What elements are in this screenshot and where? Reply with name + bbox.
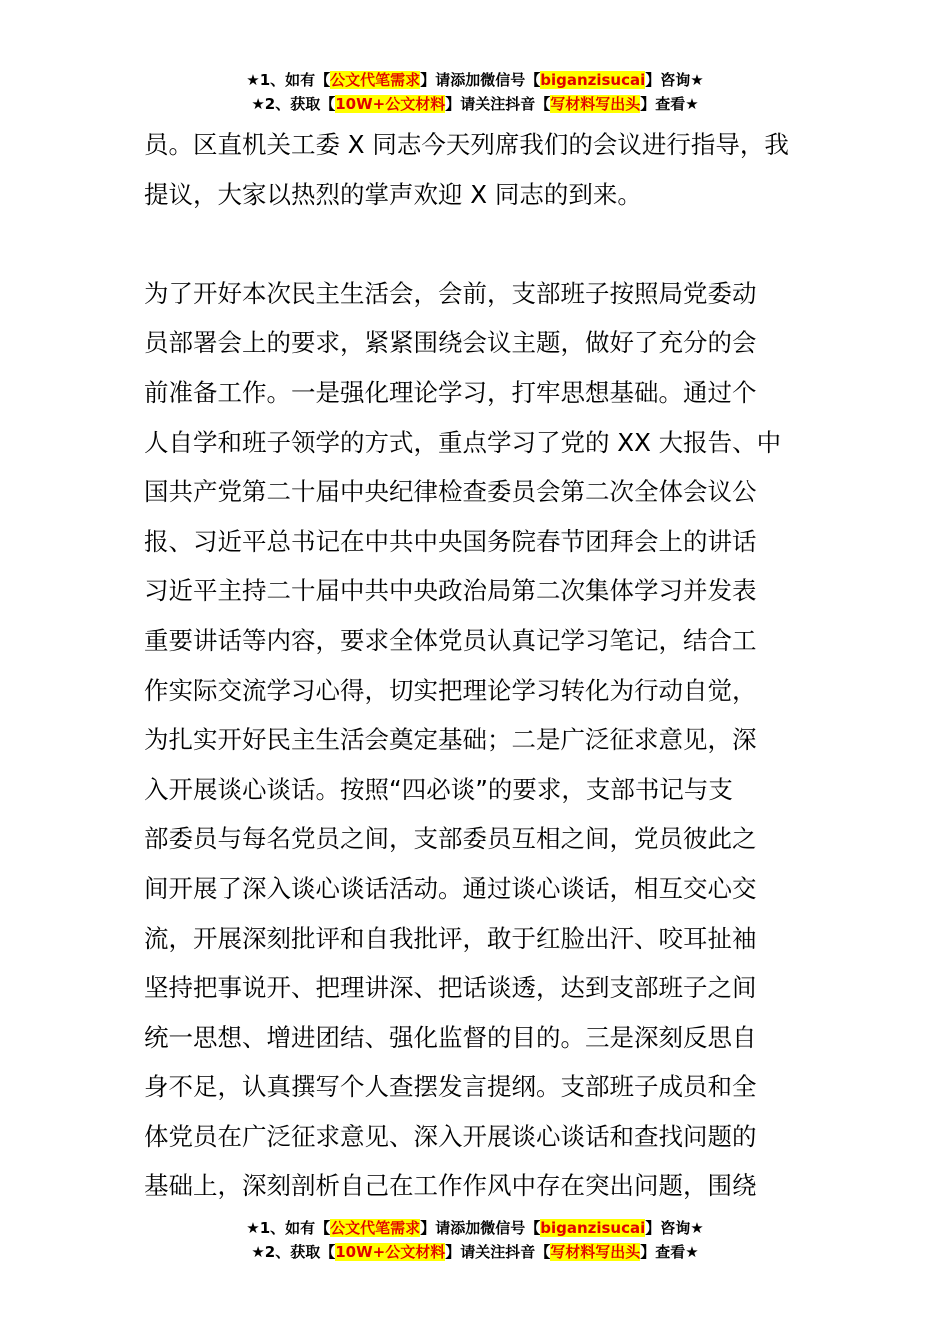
banner-text: 】请关注抖音【 (445, 1243, 551, 1261)
text-line: 为扎实开好民主生活会奠定基础；二是广泛征求意见，深 (144, 725, 757, 755)
text-line: 习近平主持二十届中共中央政治局第二次集体学习并发表 (144, 576, 757, 606)
banner-text: 】请添加微信号【 (420, 71, 541, 89)
highlight-wechat-id: biganzisucai (540, 1219, 646, 1237)
text-line: 坚持把事说开、把理讲深、把话谈透，达到支部班子之间 (144, 973, 757, 1003)
document-body (144, 120, 809, 1211)
text-line: 体党员在广泛征求意见、深入开展谈心谈话和查找问题的 (144, 1121, 757, 1151)
text-line: 提议，大家以热烈的掌声欢迎 X 同志的到来。 (144, 179, 642, 209)
footer-banner (0, 1217, 950, 1265)
text-line: 入开展谈心谈话。按照“四必谈”的要求，支部书记与支 (144, 774, 733, 804)
highlight-materials: 10W+公文材料 (335, 1243, 446, 1261)
highlight-douyin-account: 写材料写出头 (550, 95, 641, 113)
header-banner (0, 69, 950, 117)
banner-line-1 (0, 1217, 950, 1241)
text-line: 部委员与每名党员之间，支部委员互相之间，党员彼此之 (144, 824, 757, 854)
banner-text: ★2、获取【 (251, 1243, 336, 1261)
text-line: 统一思想、增进团结、强化监督的目的。三是深刻反思自 (144, 1022, 757, 1052)
banner-text: 】咨询★ (645, 71, 704, 89)
banner-text: ★1、如有【 (246, 1219, 331, 1237)
text-line: 报、习近平总书记在中共中央国务院春节团拜会上的讲话 (144, 526, 757, 556)
banner-text: 】查看★ (640, 95, 699, 113)
text-line: 为了开好本次民主生活会，会前，支部班子按照局党委动 (144, 278, 757, 308)
banner-text: ★2、获取【 (251, 95, 336, 113)
text-line: 国共产党第二十届中央纪律检查委员会第二次全体会议公 (144, 477, 757, 507)
banner-text: ★1、如有【 (246, 71, 331, 89)
highlight-materials: 10W+公文材料 (335, 95, 446, 113)
text-line: 重要讲话等内容，要求全体党员认真记学习笔记，结合工 (144, 625, 757, 655)
text-line: 流，开展深刻批评和自我批评，敢于红脸出汗、咬耳扯袖 (144, 923, 757, 953)
text-line: 间开展了深入谈心谈话活动。通过谈心谈话，相互交心交 (144, 873, 757, 903)
banner-text: 】查看★ (640, 1243, 699, 1261)
text-line: 基础上，深刻剖析自己在工作作风中存在突出问题，围绕 (144, 1171, 757, 1201)
banner-line-1 (0, 69, 950, 93)
highlight-douyin-account: 写材料写出头 (550, 1243, 641, 1261)
highlight-service: 公文代笔需求 (330, 71, 421, 89)
text-line: 人自学和班子领学的方式，重点学习了党的 XX 大报告、中 (144, 427, 782, 457)
paragraph-gap (144, 219, 809, 269)
paragraph-2 (144, 269, 809, 1211)
paragraph-1 (144, 120, 809, 219)
banner-text: 】请关注抖音【 (445, 95, 551, 113)
text-line: 员。区直机关工委 X 同志今天列席我们的会议进行指导，我 (144, 130, 789, 159)
banner-text: 】请添加微信号【 (420, 1219, 541, 1237)
text-line: 员部署会上的要求，紧紧围绕会议主题，做好了充分的会 (144, 328, 757, 358)
highlight-wechat-id: biganzisucai (540, 71, 646, 89)
banner-line-2 (0, 1241, 950, 1265)
text-line: 作实际交流学习心得，切实把理论学习转化为行动自觉， (144, 675, 757, 705)
banner-text: 】咨询★ (645, 1219, 704, 1237)
banner-line-2 (0, 93, 950, 117)
highlight-service: 公文代笔需求 (330, 1219, 421, 1237)
text-line: 前准备工作。一是强化理论学习，打牢思想基础。通过个 (144, 377, 757, 407)
text-line: 身不足，认真撰写个人查摆发言提纲。支部班子成员和全 (144, 1072, 757, 1102)
